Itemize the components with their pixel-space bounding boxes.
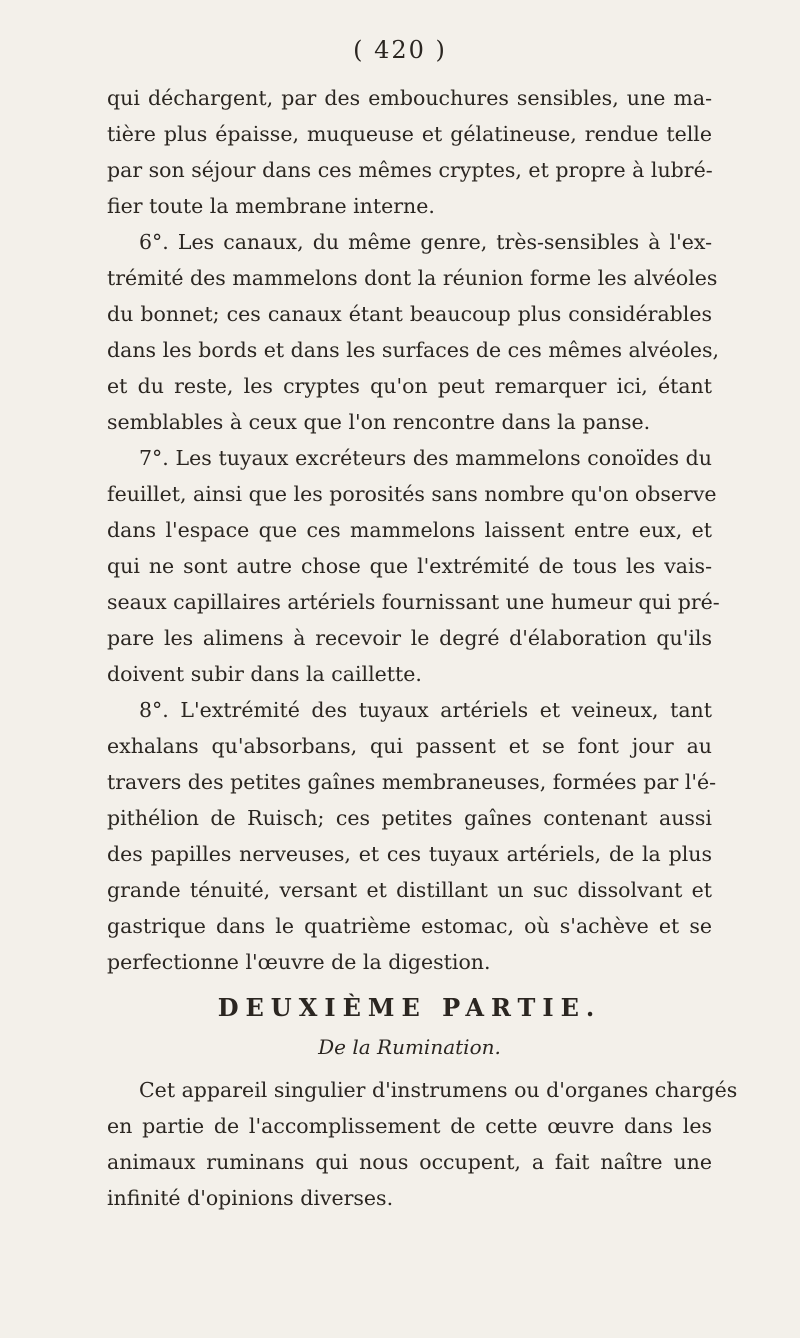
text-line: pithélion de Ruisch; ces petites gaînes contenant aussi xyxy=(107,806,712,830)
text-line: dans les bords et dans les surfaces de ces mêmes alvéoles, xyxy=(107,338,720,362)
text-line: infinité d'opinions diverses. xyxy=(107,1186,394,1210)
text-line: travers des petites gaînes membraneuses, formées par l'é- xyxy=(107,770,717,794)
text-line: pare les alimens à recevoir le degré d'élaboration qu'ils xyxy=(107,626,712,650)
text-line: doivent subir dans la caillette. xyxy=(107,662,422,686)
text-line: fier toute la membrane interne. xyxy=(107,194,435,218)
text-line: du bonnet; ces canaux étant beaucoup plus considérables xyxy=(107,302,712,326)
text-line: par son séjour dans ces mêmes cryptes, et propre à lubré- xyxy=(107,158,713,182)
text-line: Cet appareil singulier d'instrumens ou d'organes chargés xyxy=(139,1078,738,1102)
section-subheading: De la Rumination. xyxy=(318,1035,501,1059)
text-line: gastrique dans le quatrième estomac, où s'achève et se xyxy=(107,914,712,938)
text-line: 8°. L'extrémité des tuyaux artériels et veineux, tant xyxy=(139,698,712,722)
text-line: et du reste, les cryptes qu'on peut remarquer ici, étant xyxy=(107,374,712,398)
text-line: seaux capillaires artériels fournissant une humeur qui pré- xyxy=(107,590,720,614)
text-line: tière plus épaisse, muqueuse et gélatineuse, rendue telle xyxy=(107,122,712,146)
section-heading: DEUXIÈME PARTIE. xyxy=(217,993,602,1022)
text-line: qui déchargent, par des embouchures sensibles, une ma- xyxy=(107,86,712,110)
page-number: ( 420 ) xyxy=(353,36,447,64)
text-line: dans l'espace que ces mammelons laissent entre eux, et xyxy=(107,518,712,542)
text-line: semblables à ceux que l'on rencontre dans la panse. xyxy=(107,410,651,434)
text-line: 6°. Les canaux, du même genre, très-sensibles à l'ex- xyxy=(139,230,712,254)
text-line: qui ne sont autre chose que l'extrémité de tous les vais- xyxy=(107,554,712,578)
text-line: des papilles nerveuses, et ces tuyaux artériels, de la plus xyxy=(107,842,712,866)
text-line: 7°. Les tuyaux excréteurs des mammelons conoïdes du xyxy=(139,446,712,470)
text-line: perfectionne l'œuvre de la digestion. xyxy=(107,950,491,974)
text-line: grande ténuité, versant et distillant un suc dissolvant et xyxy=(107,878,712,902)
text-line: exhalans qu'absorbans, qui passent et se font jour au xyxy=(107,734,712,758)
text-line: en partie de l'accomplissement de cette œuvre dans les xyxy=(107,1114,712,1138)
text-line: trémité des mammelons dont la réunion forme les alvéoles xyxy=(107,266,718,290)
text-line: animaux ruminans qui nous occupent, a fait naître une xyxy=(107,1150,712,1174)
body-text xyxy=(107,80,738,1216)
text-line: feuillet, ainsi que les porosités sans nombre qu'on observe xyxy=(107,482,717,506)
